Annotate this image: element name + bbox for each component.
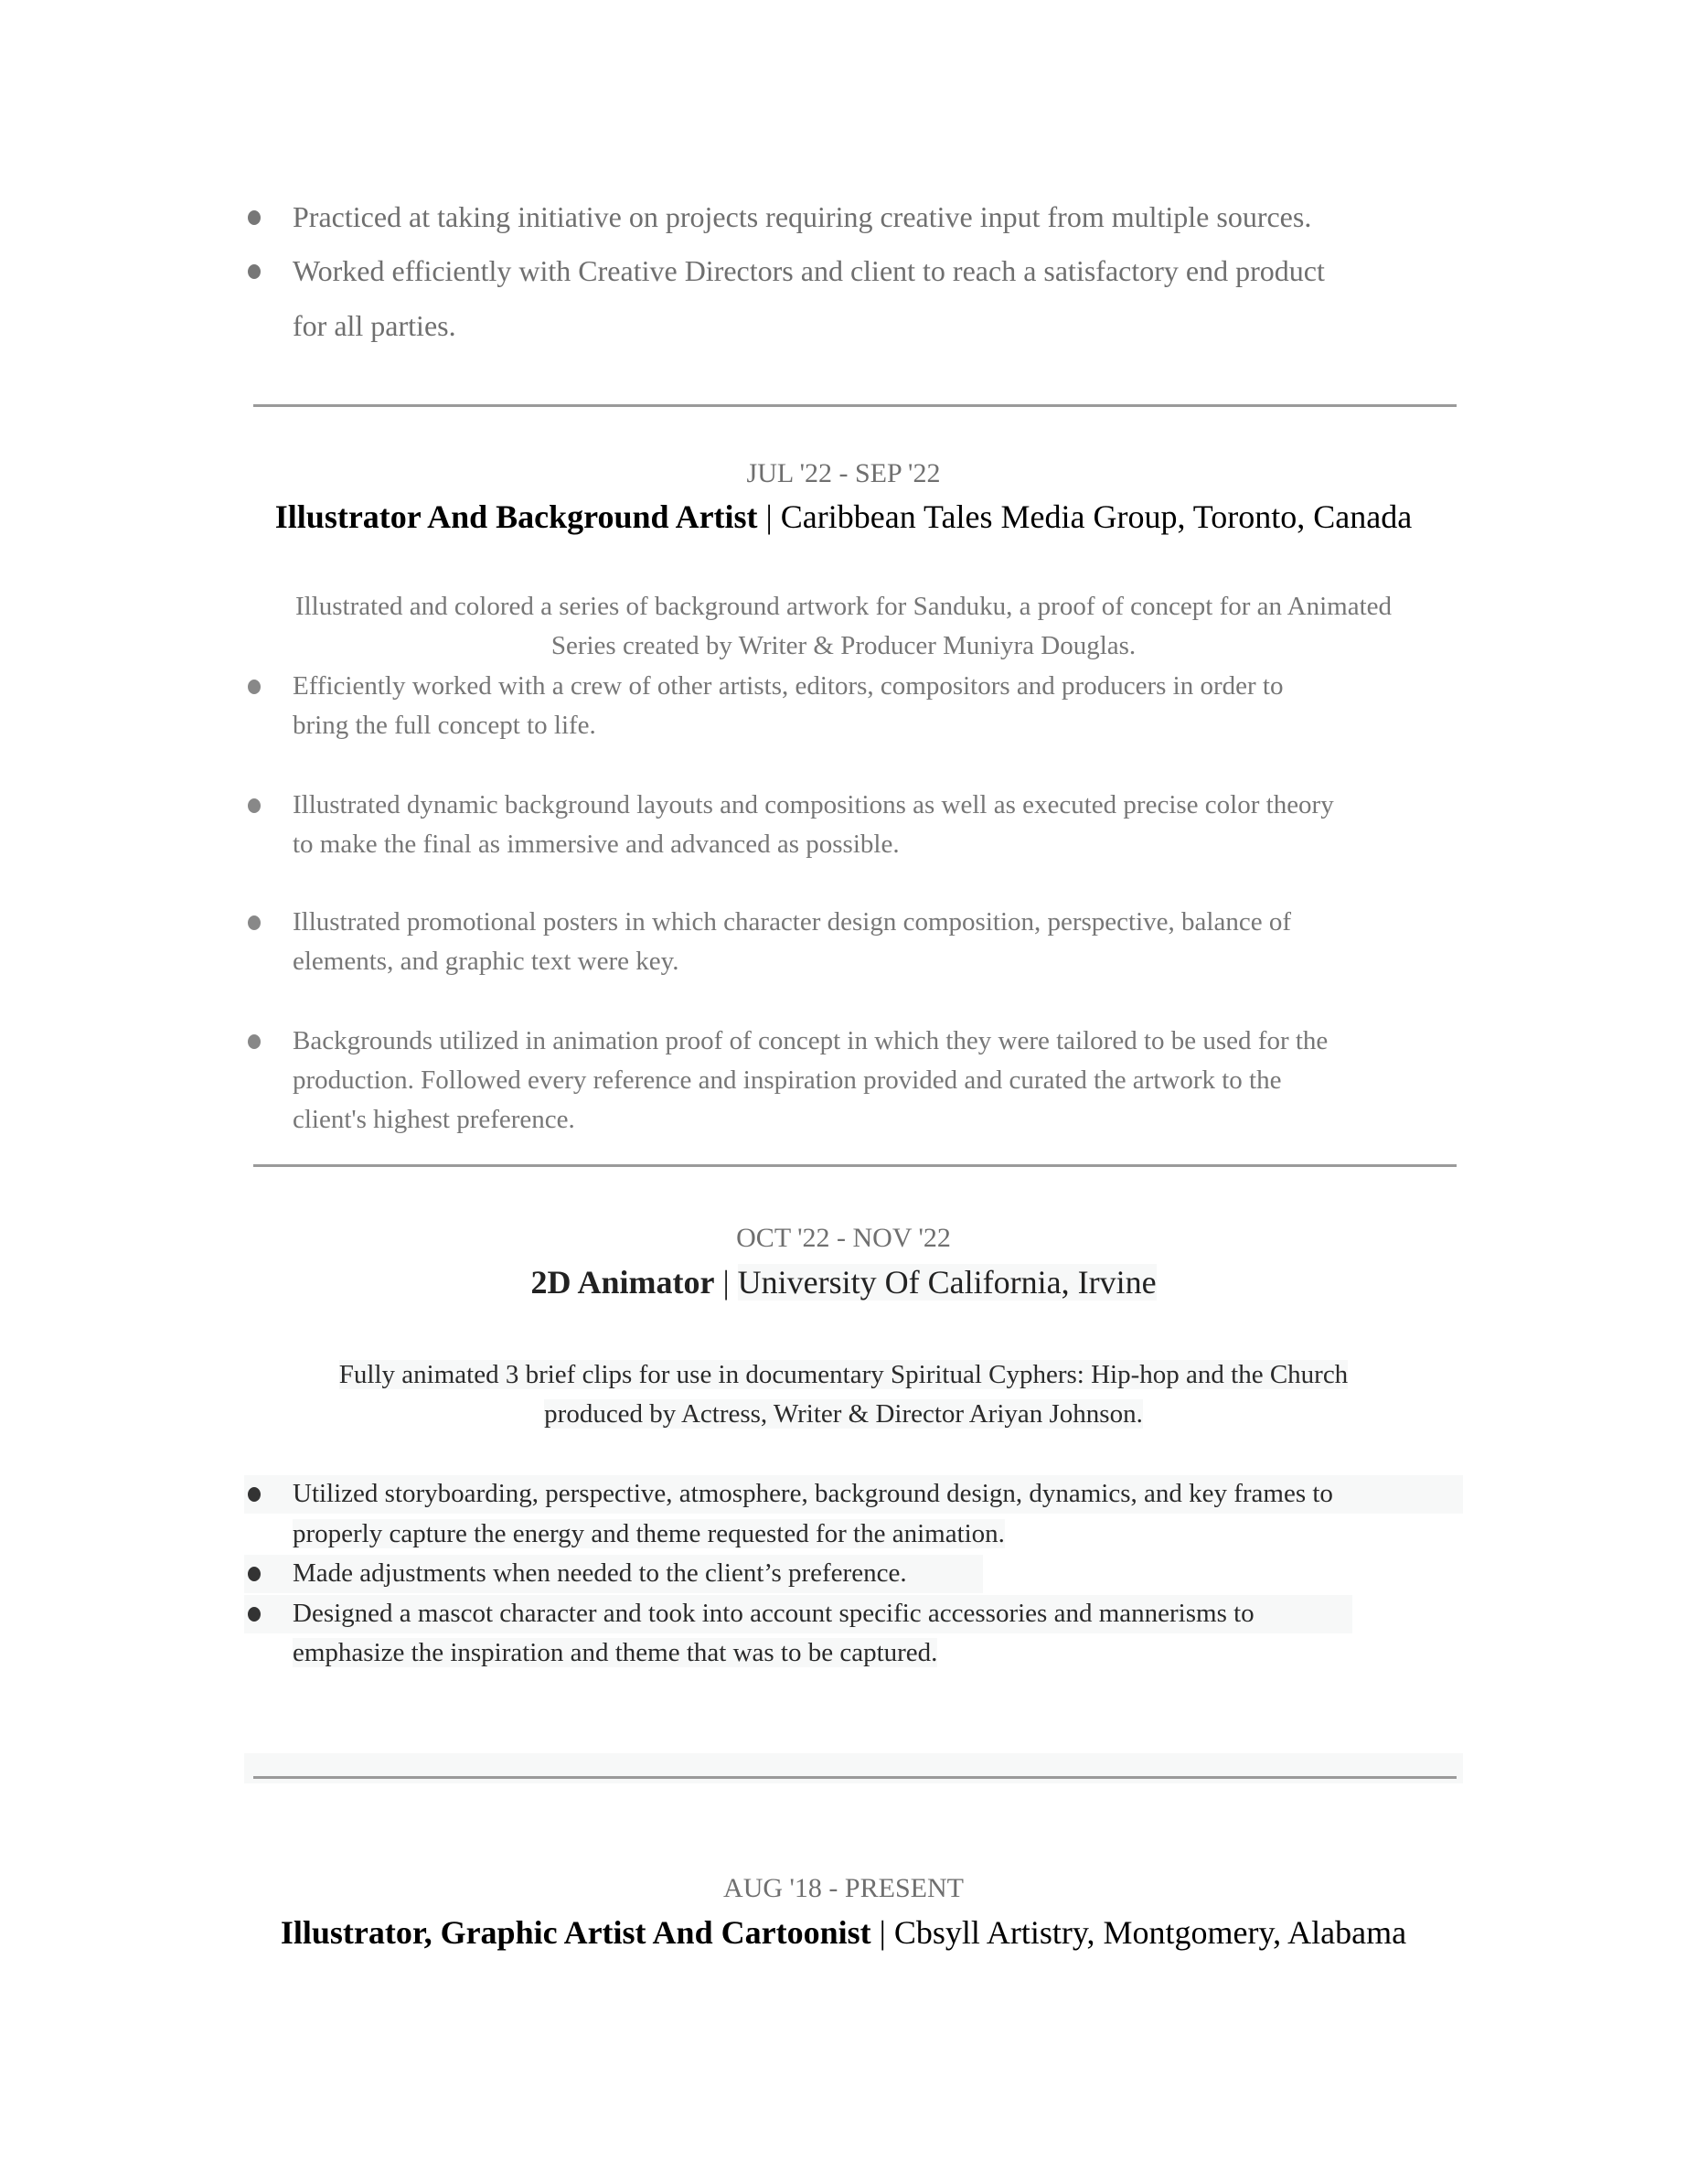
job-org: Cbsyll Artistry, Montgomery, Alabama [893, 1914, 1407, 1951]
bullet-text: Backgrounds utilized in animation proof of concept in which they were tailored to be used for the [293, 1026, 1329, 1055]
divider [253, 404, 1457, 407]
bullet-text: elements, and graphic text were key. [293, 947, 679, 976]
bullet-text: production. Followed every reference and inspiration provided and curated the artwork to the [293, 1065, 1282, 1095]
job-title [0, 496, 1687, 538]
highlight [244, 1753, 1463, 1783]
description-line: produced by Actress, Writer & Director Ariyan Johnson. [544, 1399, 1143, 1429]
bullet-text: properly capture the energy and theme requested for the animation. [293, 1519, 1005, 1548]
job-description: Series created by Writer & Producer Muniyra Douglas. [550, 631, 1137, 660]
divider [253, 1164, 1457, 1167]
bullet-icon [248, 210, 261, 225]
job-org: University Of California, Irvine [737, 1264, 1157, 1301]
separator: | [879, 1914, 886, 1951]
job-title [0, 1911, 1687, 1954]
bullet-icon [248, 680, 261, 694]
job-title [0, 1261, 1687, 1303]
bullet-text: bring the full concept to life. [293, 711, 596, 740]
job-org: Caribbean Tales Media Group, Toronto, Canada [780, 498, 1413, 535]
divider [253, 1776, 1457, 1779]
bullet-text: for all parties. [293, 309, 456, 342]
separator: | [722, 1264, 730, 1301]
job-description [0, 1356, 1687, 1393]
bullet-text: Made adjustments when needed to the client’s preference. [293, 1558, 907, 1588]
job-role: 2D Animator [530, 1264, 715, 1301]
bullet-text: Worked efficiently with Creative Directors and client to reach a satisfactory end product [293, 254, 1325, 287]
bullet-text: Illustrated dynamic background layouts and compositions as well as executed precise color theory [293, 790, 1334, 819]
bullet-icon [248, 915, 261, 930]
job-description [0, 1396, 1687, 1432]
job-role: Illustrator, Graphic Artist And Cartoonist [280, 1914, 871, 1951]
job-date: OCT '22 - NOV '22 [736, 1223, 951, 1253]
bullet-text: to make the final as immersive and advanced as possible. [293, 830, 900, 859]
bullet-icon [248, 1567, 261, 1581]
separator: | [765, 498, 773, 535]
job-date: AUG '18 - PRESENT [723, 1873, 964, 1903]
bullet-icon [248, 1607, 261, 1622]
bullet-text: Practiced at taking initiative on projects requiring creative input from multiple sources. [293, 200, 1312, 233]
bullet-icon [248, 264, 261, 279]
description-line: Fully animated 3 brief clips for use in documentary Spiritual Cyphers: Hip-hop and the Church [338, 1360, 1349, 1389]
bullet-icon [248, 798, 261, 813]
bullet-text: emphasize the inspiration and theme that was to be captured. [293, 1638, 938, 1667]
bullet-text: client's highest preference. [293, 1105, 575, 1134]
bullet-icon [248, 1487, 261, 1502]
bullet-icon [248, 1034, 261, 1049]
bullet-text: Utilized storyboarding, perspective, atmosphere, background design, dynamics, and key frames to [293, 1479, 1333, 1508]
bullet-text: Illustrated promotional posters in which character design composition, perspective, balance of [293, 907, 1291, 937]
bullet-text: Designed a mascot character and took into account specific accessories and mannerisms to [293, 1599, 1255, 1628]
job-date: JUL '22 - SEP '22 [746, 458, 941, 488]
bullet-text: Efficiently worked with a crew of other artists, editors, compositors and producers in order to [293, 671, 1284, 701]
job-role: Illustrator And Background Artist [274, 498, 758, 535]
job-description: Illustrated and colored a series of background artwork for Sanduku, a proof of concept for an Animated [294, 592, 1393, 621]
